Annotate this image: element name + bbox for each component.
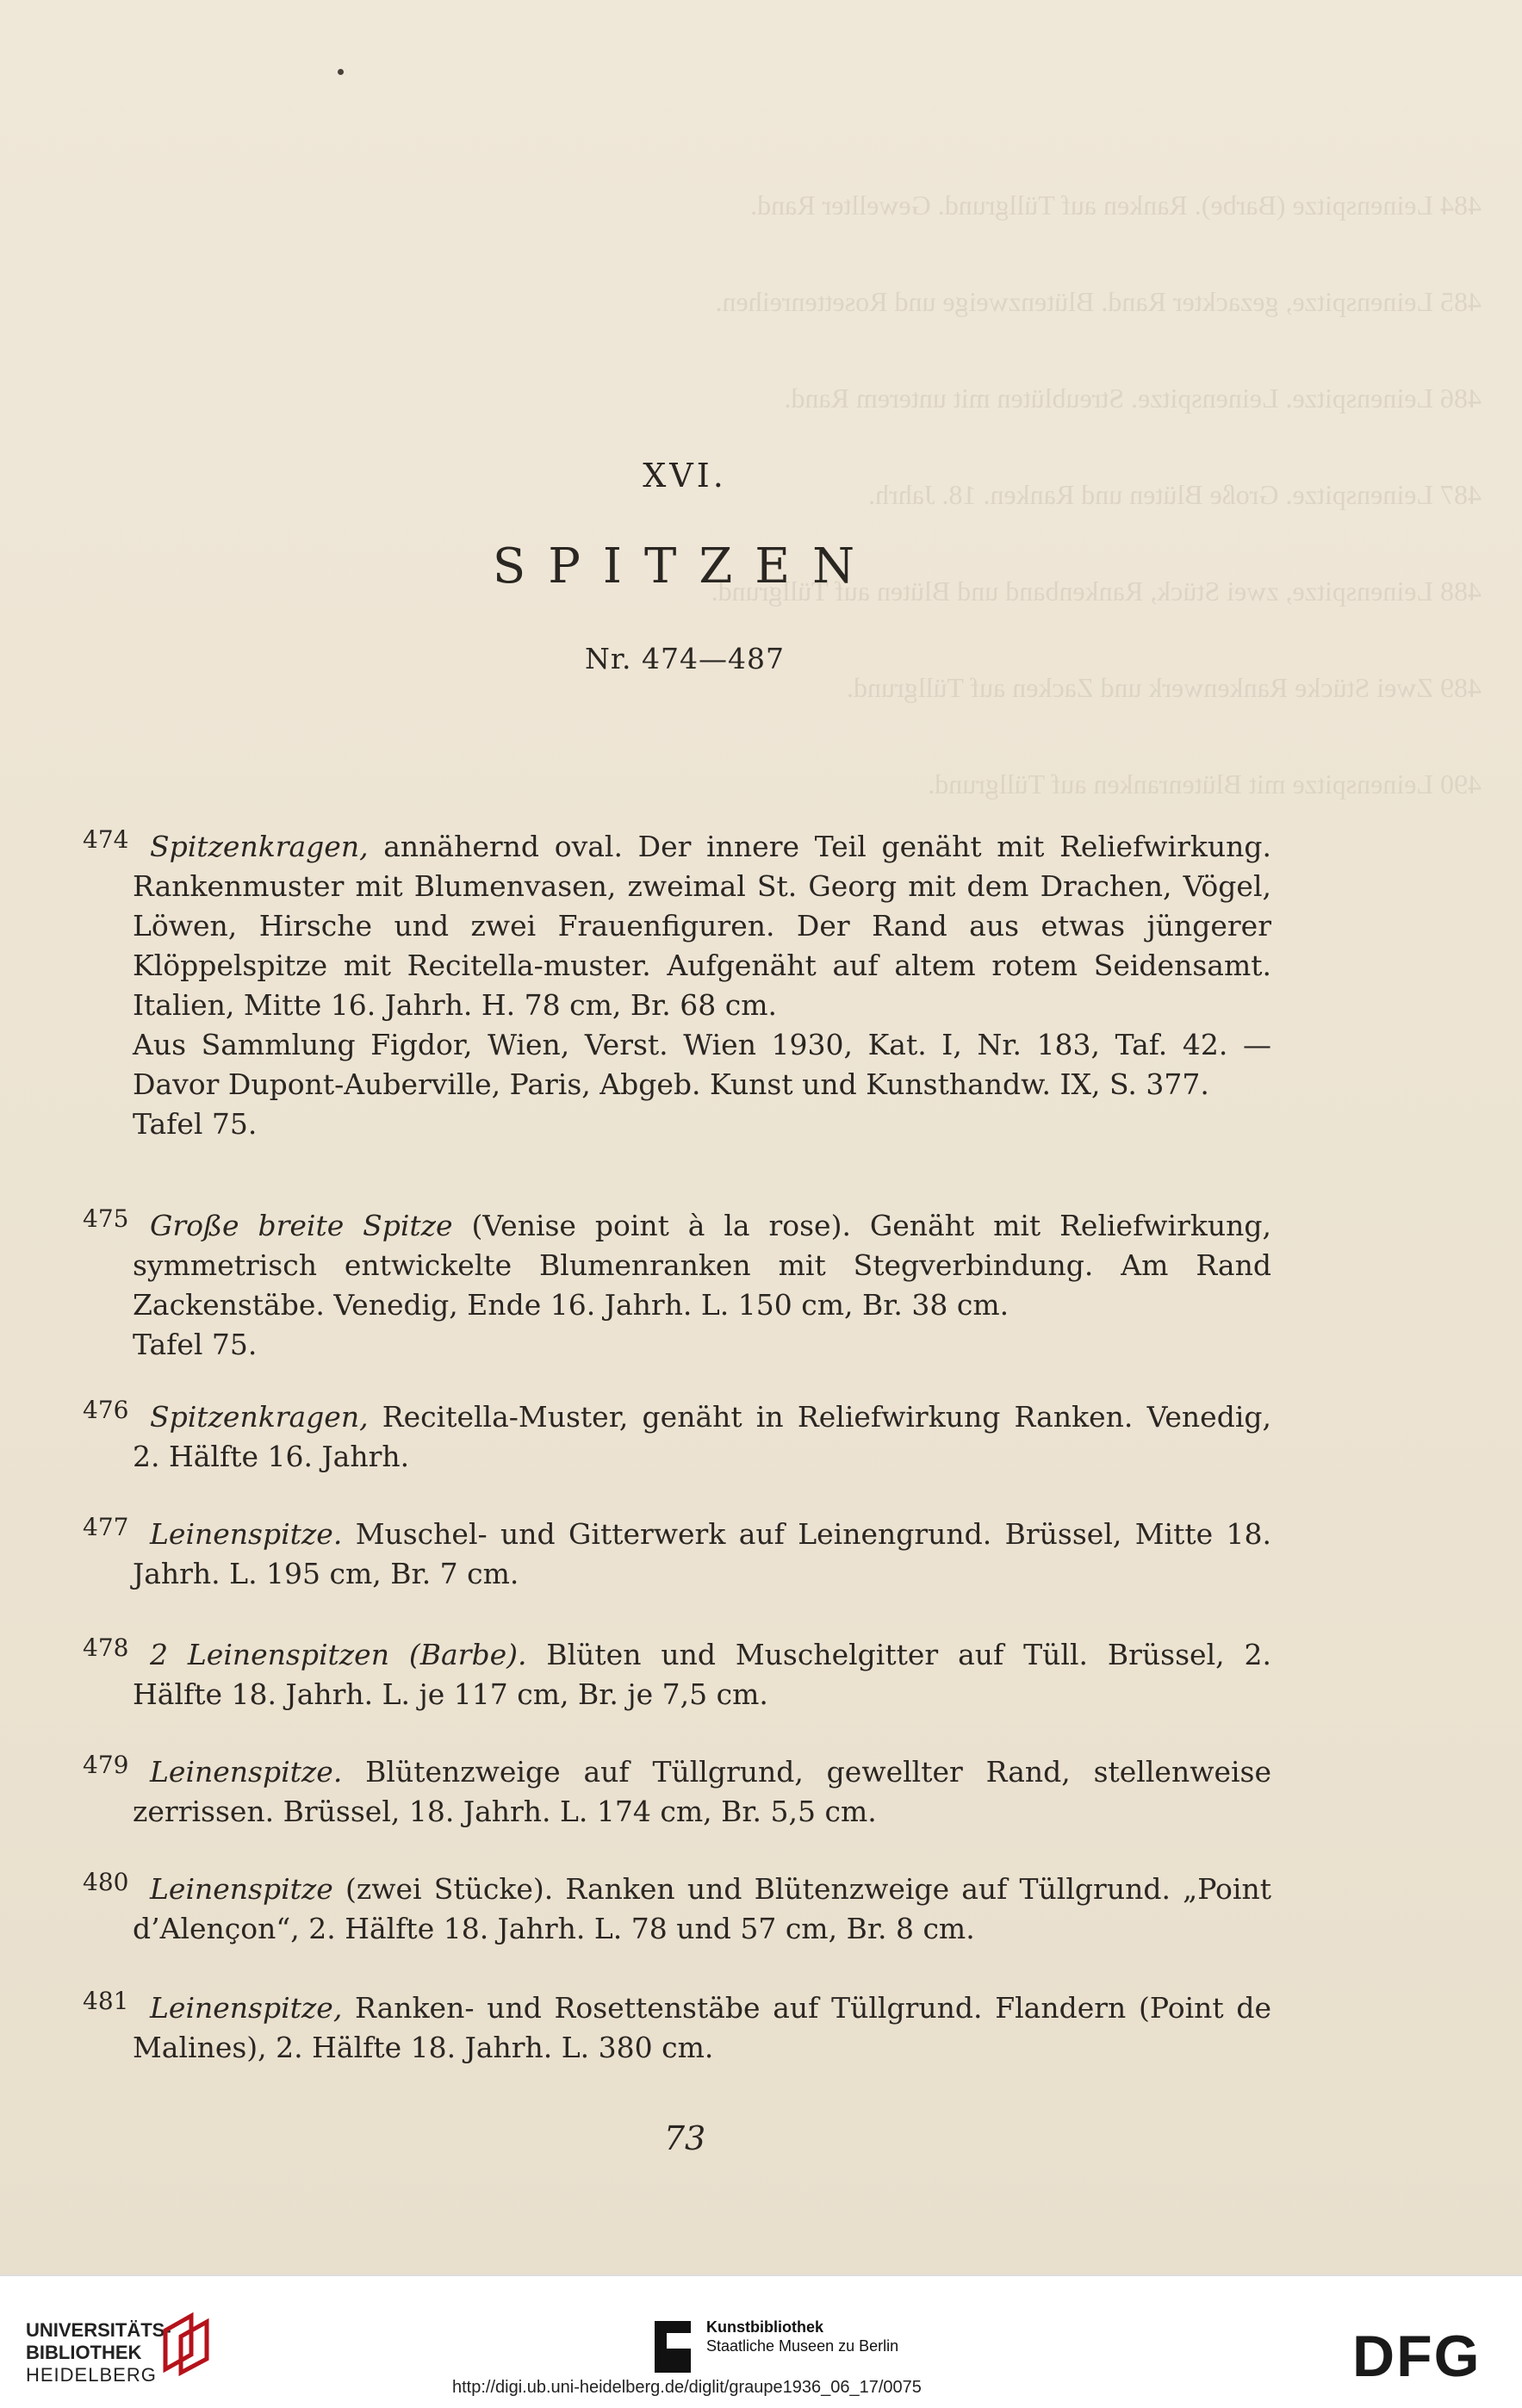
entry-number: 476: [83, 1396, 129, 1424]
entry-plate: Tafel 75.: [133, 1328, 258, 1361]
page-number: 73: [663, 2119, 706, 2157]
entry-number: 475: [83, 1204, 129, 1233]
entry-number: 478: [83, 1633, 129, 1662]
ub-heidelberg-logo-text[interactable]: [26, 2319, 171, 2386]
catalog-entry: [83, 1635, 1271, 1714]
entry-title: Große breite Spitze: [150, 1209, 453, 1242]
entry-text: (Venise point à la rose). Genäht mit Reliefwirkung, symmetrisch entwickelte Blumenranken mit Stegverbindung. Am Rand Zackenstäbe. Venedig, Ende 16. Jahrh. L. 150 cm, Br. 38 cm.: [133, 1209, 1271, 1322]
entry-text: Blütenzweige auf Tüllgrund, gewellter Rand, stellenweise zerrissen. Brüssel, 18. Jahrh. L. 174 cm, Br. 5,5 cm.: [133, 1755, 1271, 1828]
entry-title: Spitzenkragen,: [150, 1400, 369, 1434]
entry-title: Leinenspitze,: [150, 1991, 343, 2025]
ink-dot: [338, 69, 344, 75]
entry-text: Blüten und Muschelgitter auf Tüll. Brüssel, 2. Hälfte 18. Jahrh. L. je 117 cm, Br. je 7,5 cm.: [133, 1638, 1271, 1711]
kunstbibliothek-mark-icon: [655, 2321, 691, 2373]
section-number: XVI.: [643, 457, 727, 495]
entry-text: Muschel- und Gitterwerk auf Leinengrund. Brüssel, Mitte 18. Jahrh. L. 195 cm, Br. 7 cm.: [133, 1517, 1271, 1590]
entry-title: Spitzenkragen,: [150, 830, 369, 863]
entry-number: 474: [83, 825, 129, 854]
section-range: Nr. 474—487: [585, 642, 785, 675]
permalink-url[interactable]: http://digi.ub.uni-heidelberg.de/diglit/graupe1936_06_17/0075: [452, 2378, 922, 2397]
entry-text: annähernd oval. Der innere Teil genäht mit Reliefwirkung. Rankenmuster mit Blumenvasen, zweimal St. Georg mit dem Drachen, Vögel, Löwen, Hirsche und zwei Frauenfiguren. Der Rand aus etwas jüngerer Klöppelspitze mit Recitella-muster. Aufgenäht auf altem rotem Seidensamt. Italien, Mitte 16. Jahrh. H. 78 cm, Br. 68 cm.: [133, 830, 1271, 1022]
entry-provenance: Aus Sammlung Figdor, Wien, Verst. Wien 1930, Kat. I, Nr. 183, Taf. 42. — Davor Dupont-Auberville, Paris, Abgeb. Kunst und Kunsthandw. IX, S. 377.: [133, 1028, 1271, 1101]
show-through-text: 484 Leinenspitze (Barbe). Ranken auf Tüllgrund. Gewellter Rand. 485 Leinenspitze, gezackter Rand. Blütenzweige und Rosettenreihen. 486 Leinenspitze. Leinenspitze. Streublüten mit unterem Rand. 487 Leinenspitze. Große Blüten und Ranken. 18. Jahrh. 488 Leinenspitze, zwei Stück, Rankenband und Blüten auf Tüllgrund. 489 Zwei Stücke Rankenwerk und Zacken auf Tüllgrund. 490 Leinenspitze mit Blütenranken auf Tüllgrund.: [711, 190, 1482, 800]
entry-title: 2 Leinenspitzen (Barbe).: [150, 1638, 527, 1671]
entry-plate: Tafel 75.: [133, 1107, 258, 1141]
catalog-entry: [83, 1870, 1271, 1949]
entry-title: Leinenspitze: [150, 1872, 333, 1906]
entry-title: Leinenspitze.: [150, 1755, 343, 1789]
dfg-logo[interactable]: DFG: [1352, 2324, 1482, 2389]
entry-text: (zwei Stücke). Ranken und Blütenzweige auf Tüllgrund. „Point d’Alençon“, 2. Hälfte 18. Jahrh. L. 78 und 57 cm, Br. 8 cm.: [133, 1872, 1271, 1945]
catalog-entry: [83, 1988, 1271, 2068]
kb-title: Kunstbibliothek: [706, 2318, 823, 2336]
entry-number: 479: [83, 1751, 129, 1779]
entry-number: 480: [83, 1868, 129, 1896]
catalog-entry: [83, 827, 1271, 1144]
library-name-line2: BIBLIOTHEK: [26, 2342, 142, 2363]
catalog-entry: [83, 1206, 1271, 1365]
catalog-entry: [83, 1397, 1271, 1477]
entry-text: Ranken- und Rosettenstäbe auf Tüllgrund. Flandern (Point de Malines), 2. Hälfte 18. Jahrh. L. 380 cm.: [133, 1991, 1271, 2064]
kb-subtitle: Staatliche Museen zu Berlin: [706, 2337, 899, 2355]
section-title: SPITZEN: [492, 538, 878, 594]
entry-number: 481: [83, 1987, 129, 2015]
entry-text: Recitella-Muster, genäht in Reliefwirkung Ranken. Venedig, 2. Hälfte 16. Jahrh.: [133, 1400, 1271, 1473]
entry-title: Leinenspitze.: [150, 1517, 343, 1551]
catalog-entry: [83, 1752, 1271, 1832]
ub-heidelberg-logo-icon: [157, 2309, 226, 2378]
library-name-line1: UNIVERSITÄTS-: [26, 2319, 171, 2341]
catalog-entry: [83, 1515, 1271, 1594]
entry-number: 477: [83, 1513, 129, 1541]
digitization-footer: [0, 2274, 1522, 2408]
library-name-line3: HEIDELBERG: [26, 2364, 157, 2386]
